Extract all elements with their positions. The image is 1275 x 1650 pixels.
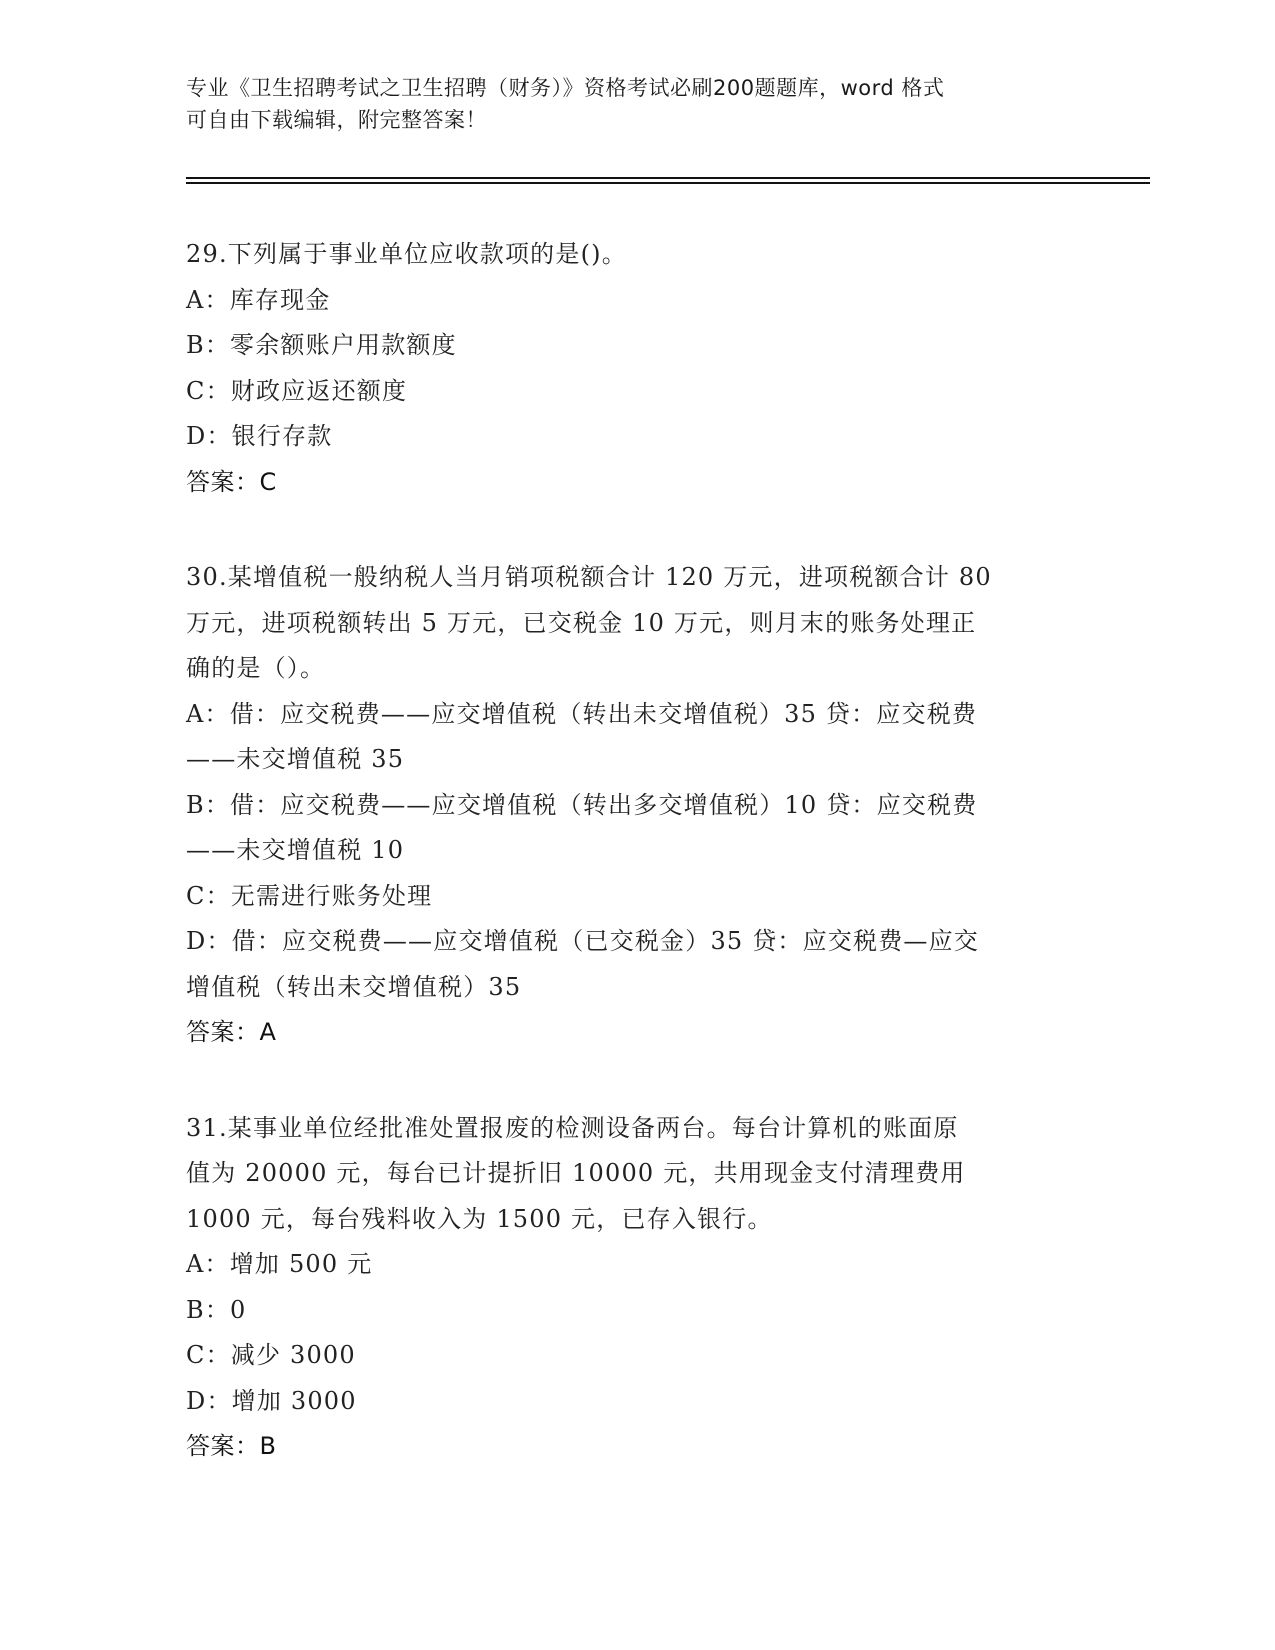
option-d: D：增加 3000: [186, 1386, 357, 1415]
answer-line: [186, 460, 1086, 506]
question-stem: 万元，进项税额转出 5 万元，已交税金 10 万元，则月末的账务处理正: [186, 608, 977, 637]
option-b: B：零余额账户用款额度: [186, 331, 457, 359]
header-divider-top: [186, 177, 1150, 179]
answer-value: A: [259, 1018, 277, 1046]
option-b: B：借：应交税费——应交增值税（转出多交增值税）10 贷：应交税费: [186, 790, 978, 819]
question-stem: 29.下列属于事业单位应收款项的是()。: [186, 240, 627, 268]
question-stem: 31.某事业单位经批准处置报废的检测设备两台。每台计算机的账面原: [186, 1113, 959, 1142]
question-block: [186, 555, 1086, 1056]
option-d: D：银行存款: [186, 422, 333, 450]
header-line-1: 专业《卫生招聘考试之卫生招聘（财务）》资格考试必刷200题题库，word 格式: [186, 76, 945, 100]
option-b: ——未交增值税 10: [186, 836, 405, 864]
option-c: C：财政应返还额度: [186, 376, 408, 405]
answer-label: 答案：: [186, 1432, 260, 1460]
answer-value: C: [259, 467, 277, 496]
answer-line: [186, 1424, 1086, 1470]
option-b: B：0: [186, 1295, 247, 1324]
answer-line: [186, 1010, 1086, 1056]
answer-value: B: [259, 1432, 277, 1460]
answer-label: 答案：: [186, 467, 260, 496]
question-list: [186, 232, 1086, 1470]
option-d: D：借：应交税费——应交增值税（已交税金）35 贷：应交税费—应交: [186, 927, 980, 955]
header-line-2: 可自由下载编辑，附完整答案！: [186, 108, 487, 132]
answer-label: 答案：: [186, 1018, 260, 1046]
question-block: [186, 232, 1086, 505]
question-stem: 1000 元，每台残料收入为 1500 元，已存入银行。: [186, 1204, 773, 1233]
option-d: 增值税（转出未交增值税）35: [186, 972, 522, 1001]
option-c: C：减少 3000: [186, 1341, 356, 1369]
question-stem: 值为 20000 元，每台已计提折旧 10000 元，共用现金支付清理费用: [186, 1159, 966, 1187]
question-stem: 确的是（）。: [186, 654, 326, 682]
option-a: A：增加 500 元: [186, 1250, 373, 1278]
option-a: A：库存现金: [186, 285, 331, 314]
option-a: A：借：应交税费——应交增值税（转出未交增值税）35 贷：应交税费: [186, 699, 978, 728]
question-stem: 30.某增值税一般纳税人当月销项税额合计 120 万元，进项税额合计 80: [186, 563, 992, 591]
question-block: [186, 1106, 1086, 1470]
document-header: [186, 72, 1066, 136]
header-divider-bottom: [186, 182, 1150, 184]
option-a: ——未交增值税 35: [186, 745, 405, 773]
option-c: C：无需进行账务处理: [186, 881, 433, 910]
